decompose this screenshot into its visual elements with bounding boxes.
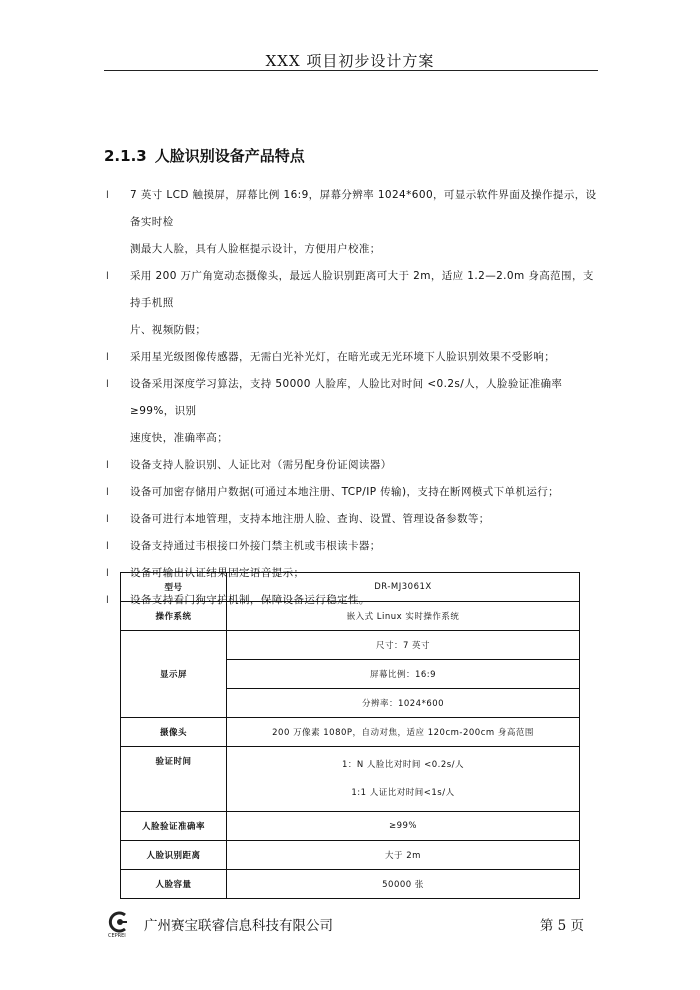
list-item-line: 7 英寸 LCD 触摸屏，屏幕比例 16:9，屏幕分辨率 1024*600，可显示软件界面及操作提示，设备实时检: [130, 189, 597, 228]
bullet-marker: l: [106, 190, 110, 201]
spec-key: 型号: [121, 573, 227, 602]
list-item-line: 采用星光级图像传感器，无需白光补光灯，在暗光或无光环境下人脸识别效果不受影响；: [130, 351, 556, 363]
bullet-marker: l: [106, 352, 110, 363]
page-footer: [104, 908, 584, 942]
bullet-marker: l: [106, 460, 110, 471]
list-item: [104, 371, 604, 452]
spec-key: 摄像头: [121, 718, 227, 747]
spec-table: [120, 572, 580, 899]
spec-key: 人脸容量: [121, 870, 227, 899]
company-name: 广州赛宝联睿信息科技有限公司: [144, 918, 333, 934]
list-item: [104, 263, 604, 344]
table-row: [121, 631, 580, 660]
table-row: [121, 573, 580, 602]
table-row: [121, 812, 580, 841]
table-row: [121, 870, 580, 899]
page-number: 第 5 页: [539, 918, 584, 934]
list-item: [104, 344, 604, 371]
list-item-line: 采用 200 万广角宽动态摄像头，最远人脸识别距离可大于 2m，适应 1.2—2.0m 身高范围，支持手机照: [130, 270, 594, 309]
list-item: [104, 506, 604, 533]
feature-list: [104, 182, 604, 614]
spec-value: 嵌入式 Linux 实时操作系统: [227, 602, 580, 631]
spec-value: 50000 张: [227, 870, 580, 899]
spec-value: 大于 2m: [227, 841, 580, 870]
bullet-marker: l: [106, 487, 110, 498]
bullet-marker: l: [106, 541, 110, 552]
section-number: 2.1.3: [104, 147, 147, 165]
bullet-marker: l: [106, 514, 110, 525]
spec-value-group: [227, 747, 580, 812]
list-item-line: 设备支持通过韦根接口外接门禁主机或韦根读卡器；: [130, 540, 381, 552]
table-row: [121, 747, 580, 812]
spec-value: 200 万像素 1080P，自动对焦，适应 120cm-200cm 身高范围: [227, 718, 580, 747]
svg-text:CEPREI: CEPREI: [108, 933, 126, 938]
list-item-line: 测最大人脸，具有人脸框提示设计，方便用户校准；: [130, 243, 381, 255]
list-item-line: 设备可进行本地管理，支持本地注册人脸、查询、设置、管理设备参数等；: [130, 513, 490, 525]
list-item: [104, 533, 604, 560]
spec-value: 尺寸：7 英寸: [227, 631, 580, 660]
spec-value: 1：N 人脸比对时间 <0.2s/人: [341, 760, 465, 770]
list-item-line: 片、视频防假；: [130, 324, 207, 336]
list-item-line: 设备支持人脸识别、人证比对（需另配身份证阅读器）: [130, 459, 392, 471]
bullet-marker: l: [106, 595, 110, 606]
spec-value: ≥99%: [227, 812, 580, 841]
list-item-line: 设备支持看门狗守护机制，保障设备运行稳定性。: [130, 594, 370, 606]
spec-value: DR-MJ3061X: [227, 573, 580, 602]
spec-key: 验证时间: [121, 747, 227, 812]
list-item-line: 设备采用深度学习算法，支持 50000 人脸库，人脸比对时间 <0.2s/人，人脸验证准确率≥99%，识别: [130, 378, 563, 417]
section-heading: [104, 145, 305, 166]
table-row: [121, 602, 580, 631]
bullet-marker: l: [106, 271, 110, 282]
list-item-line: 设备可输出认证结果固定语音提示；: [130, 567, 305, 579]
bullet-marker: l: [106, 379, 110, 390]
table-row: [121, 718, 580, 747]
header-divider: [104, 70, 598, 71]
spec-value: 分辨率：1024*600: [227, 689, 580, 718]
table-row: [121, 841, 580, 870]
section-title: 人脸识别设备产品特点: [154, 147, 305, 165]
list-item-line: 设备可加密存储用户数据(可通过本地注册、TCP/IP 传输)，支持在断网模式下单机运行；: [130, 486, 560, 498]
spec-key: 人脸识别距离: [121, 841, 227, 870]
list-item: [104, 452, 604, 479]
list-item: [104, 479, 604, 506]
ceprei-logo-icon: [108, 910, 132, 938]
spec-value: 1:1 人证比对时间<1s/人: [351, 788, 455, 798]
bullet-marker: l: [106, 568, 110, 579]
spec-key: 显示屏: [121, 631, 227, 718]
spec-key: 人脸验证准确率: [121, 812, 227, 841]
spec-key: 操作系统: [121, 602, 227, 631]
list-item-line: 速度快，准确率高；: [130, 432, 229, 444]
spec-value: 屏幕比例：16:9: [227, 660, 580, 689]
list-item: [104, 182, 604, 263]
document-title: XXX 项目初步设计方案: [265, 52, 435, 70]
